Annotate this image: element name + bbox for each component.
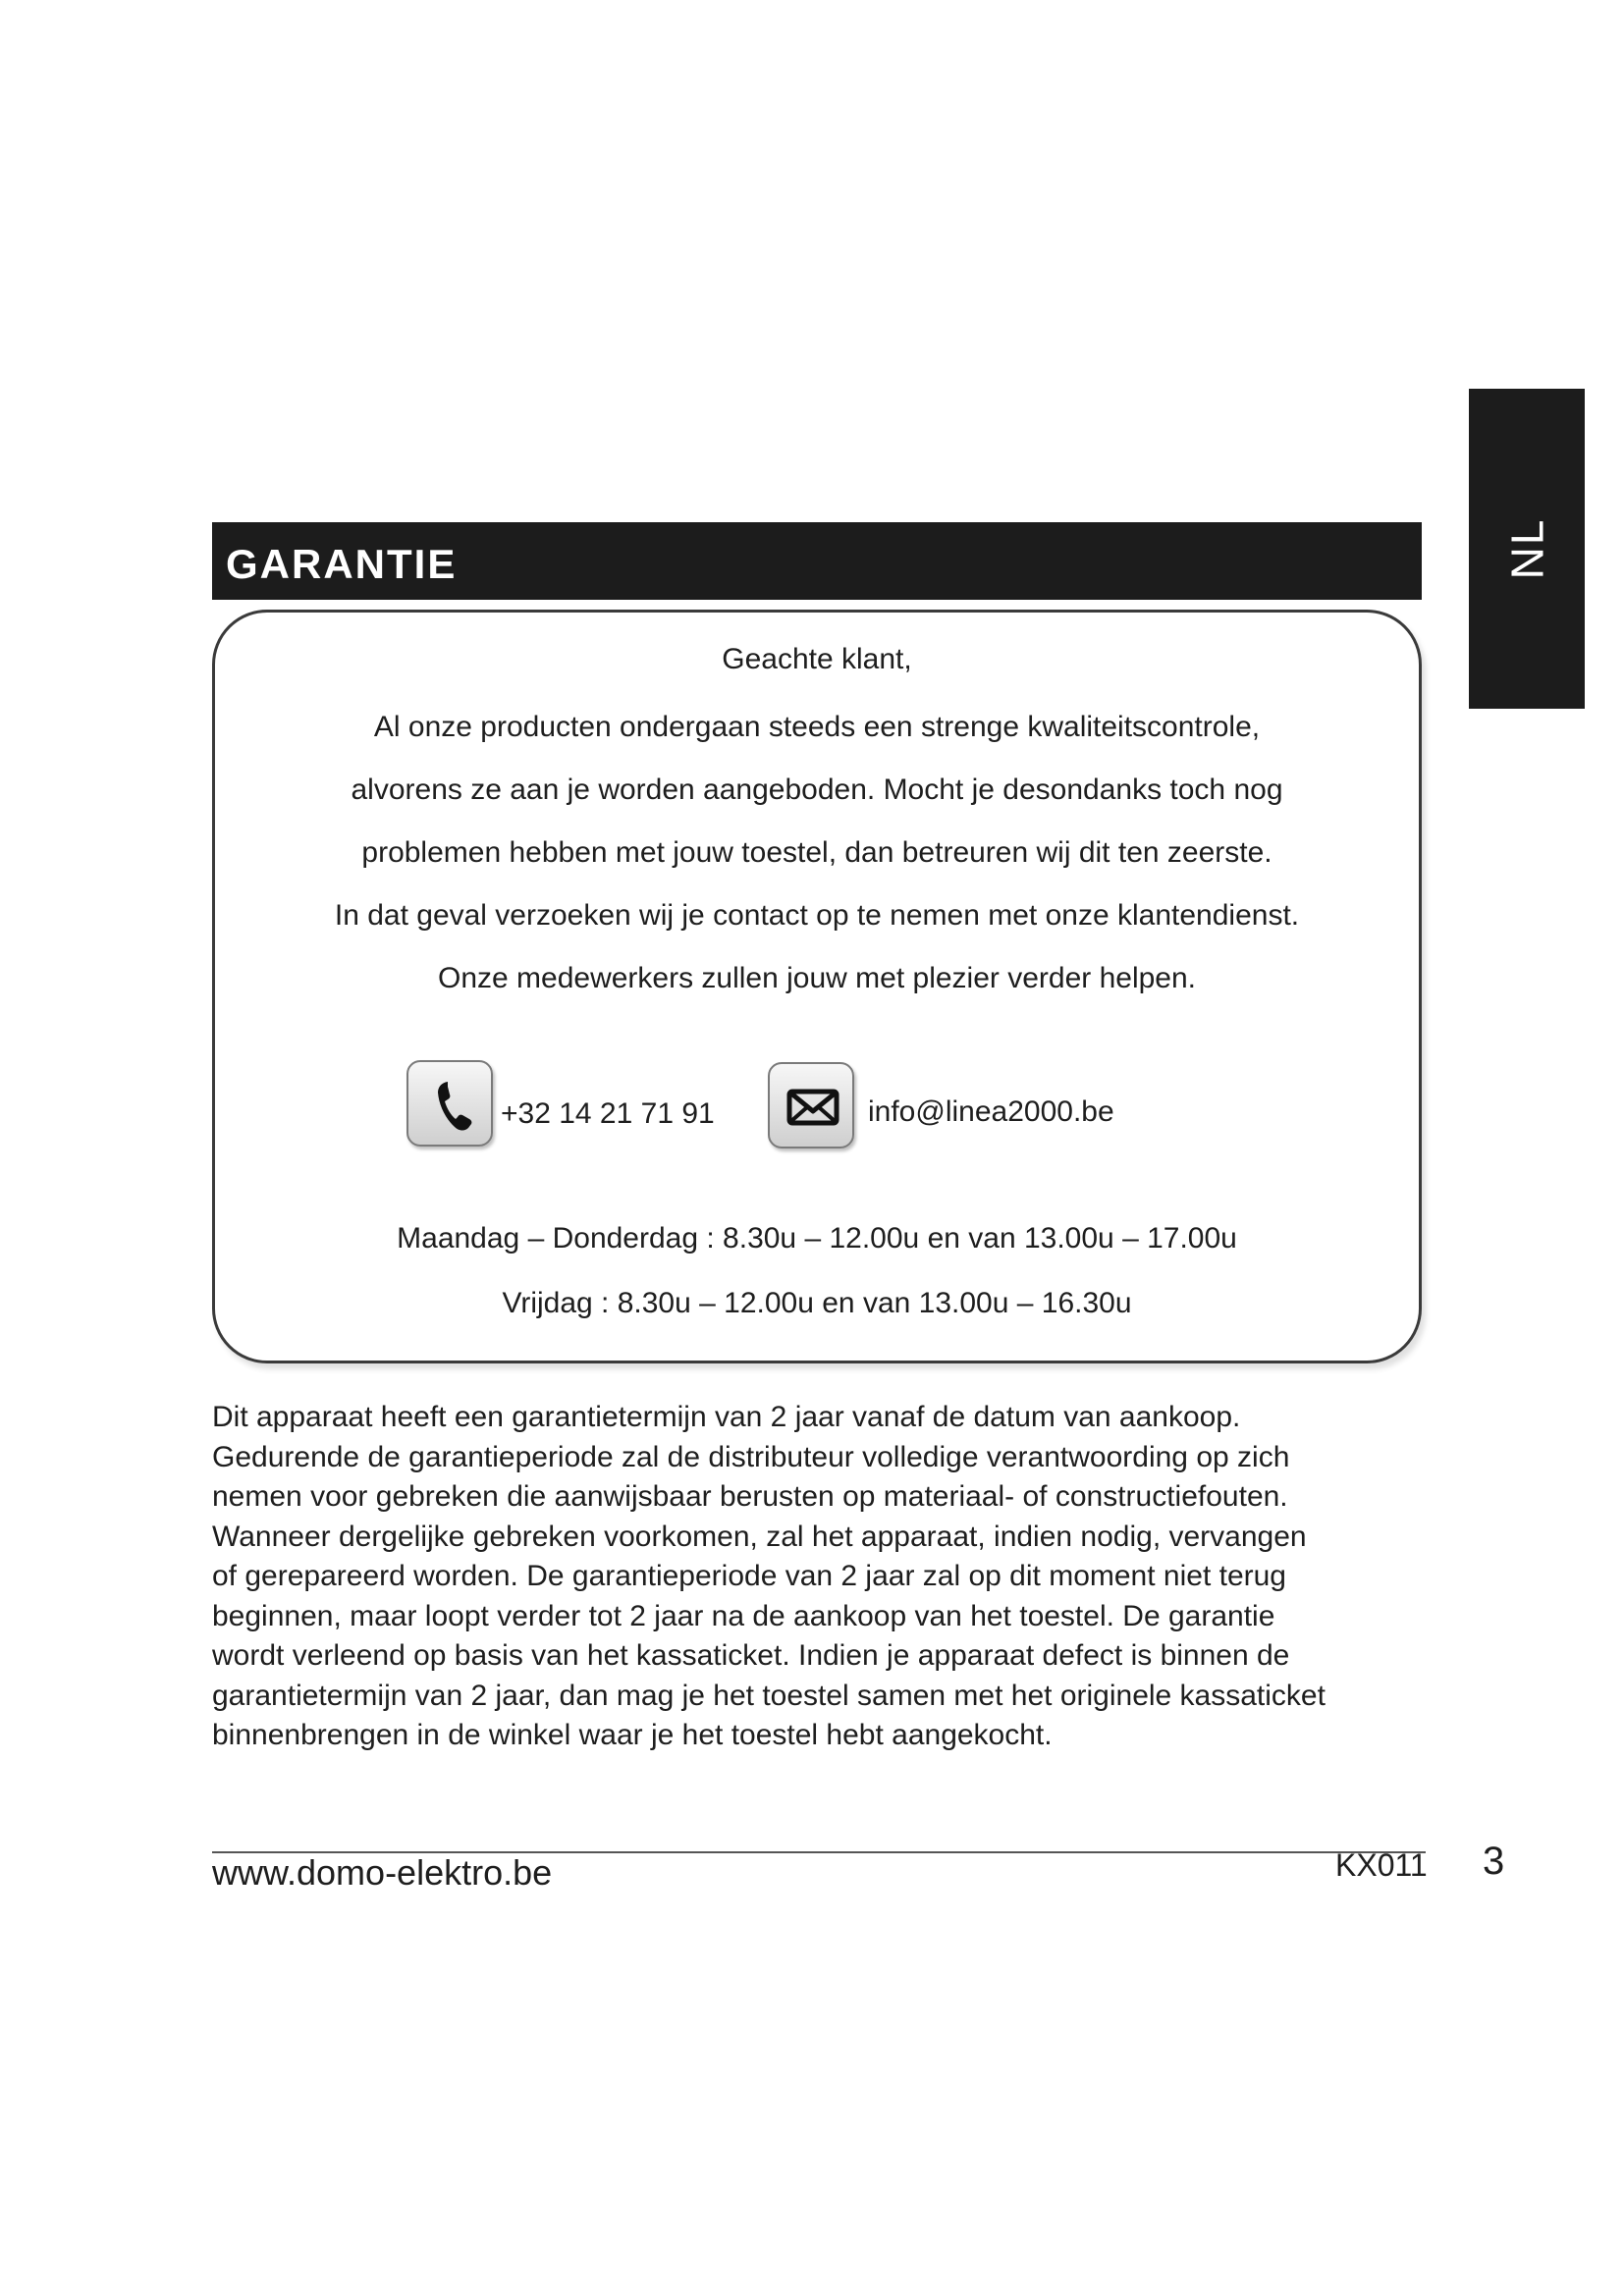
warranty-line: garantietermijn van 2 jaar, dan mag je het toestel samen met het originele kassaticket [212,1679,1326,1712]
warranty-line: binnenbrengen in de winkel waar je het toestel hebt aangekocht. [212,1719,1053,1751]
language-tab [1469,389,1585,709]
page-number: 3 [1483,1840,1505,1883]
language-tab-label: NL [1501,517,1552,580]
section-title: GARANTIE [226,541,458,587]
model-number: KX011 [1335,1847,1428,1883]
warranty-line: beginnen, maar loopt verder tot 2 jaar na de aankoop van het toestel. De garantie [212,1599,1275,1632]
warranty-line: Gedurende de garantieperiode zal de distributeur volledige verantwoording op zich [212,1440,1290,1473]
footer-website-link[interactable]: www.domo-elektro.be [212,1852,553,1893]
opening-hours: Maandag – Donderdag : 8.30u – 12.00u en van 13.00u – 17.00u [397,1222,1237,1255]
warranty-line: of gerepareerd worden. De garantieperiode van 2 jaar zal op dit moment niet terug [212,1560,1286,1592]
warranty-line: wordt verleend op basis van het kassaticket. Indien je apparaat defect is binnen de [212,1639,1290,1672]
warranty-line: nemen voor gebreken die aanwijsbaar berusten op materiaal- of constructiefouten. [212,1480,1288,1513]
envelope-icon [768,1062,854,1148]
section-title-bar [212,522,1422,600]
intro-line: Onze medewerkers zullen jouw met plezier verder helpen. [437,962,1197,994]
email-address[interactable]: info@linea2000.be [868,1095,1114,1128]
opening-hours: Vrijdag : 8.30u – 12.00u en van 13.00u – 16.30u [502,1287,1132,1319]
warranty-line: Dit apparaat heeft een garantietermijn van 2 jaar vanaf de datum van aankoop. [212,1401,1241,1433]
intro-line: In dat geval verzoeken wij je contact op te nemen met onze klantendienst. [334,899,1300,932]
phone-number[interactable]: +32 14 21 71 91 [501,1097,715,1130]
warranty-line: Wanneer dergelijke gebreken voorkomen, zal het apparaat, indien nodig, vervangen [212,1520,1307,1553]
intro-line: Al onze producten ondergaan steeds een strenge kwaliteitscontrole, [373,711,1261,743]
warranty-text [212,1398,1430,1756]
intro-line: problemen hebben met jouw toestel, dan betreuren wij dit ten zeerste. [361,836,1272,869]
greeting: Geachte klant, [722,643,912,675]
phone-icon [406,1060,493,1147]
intro-line: alvorens ze aan je worden aangeboden. Mocht je desondanks toch nog [351,774,1283,806]
